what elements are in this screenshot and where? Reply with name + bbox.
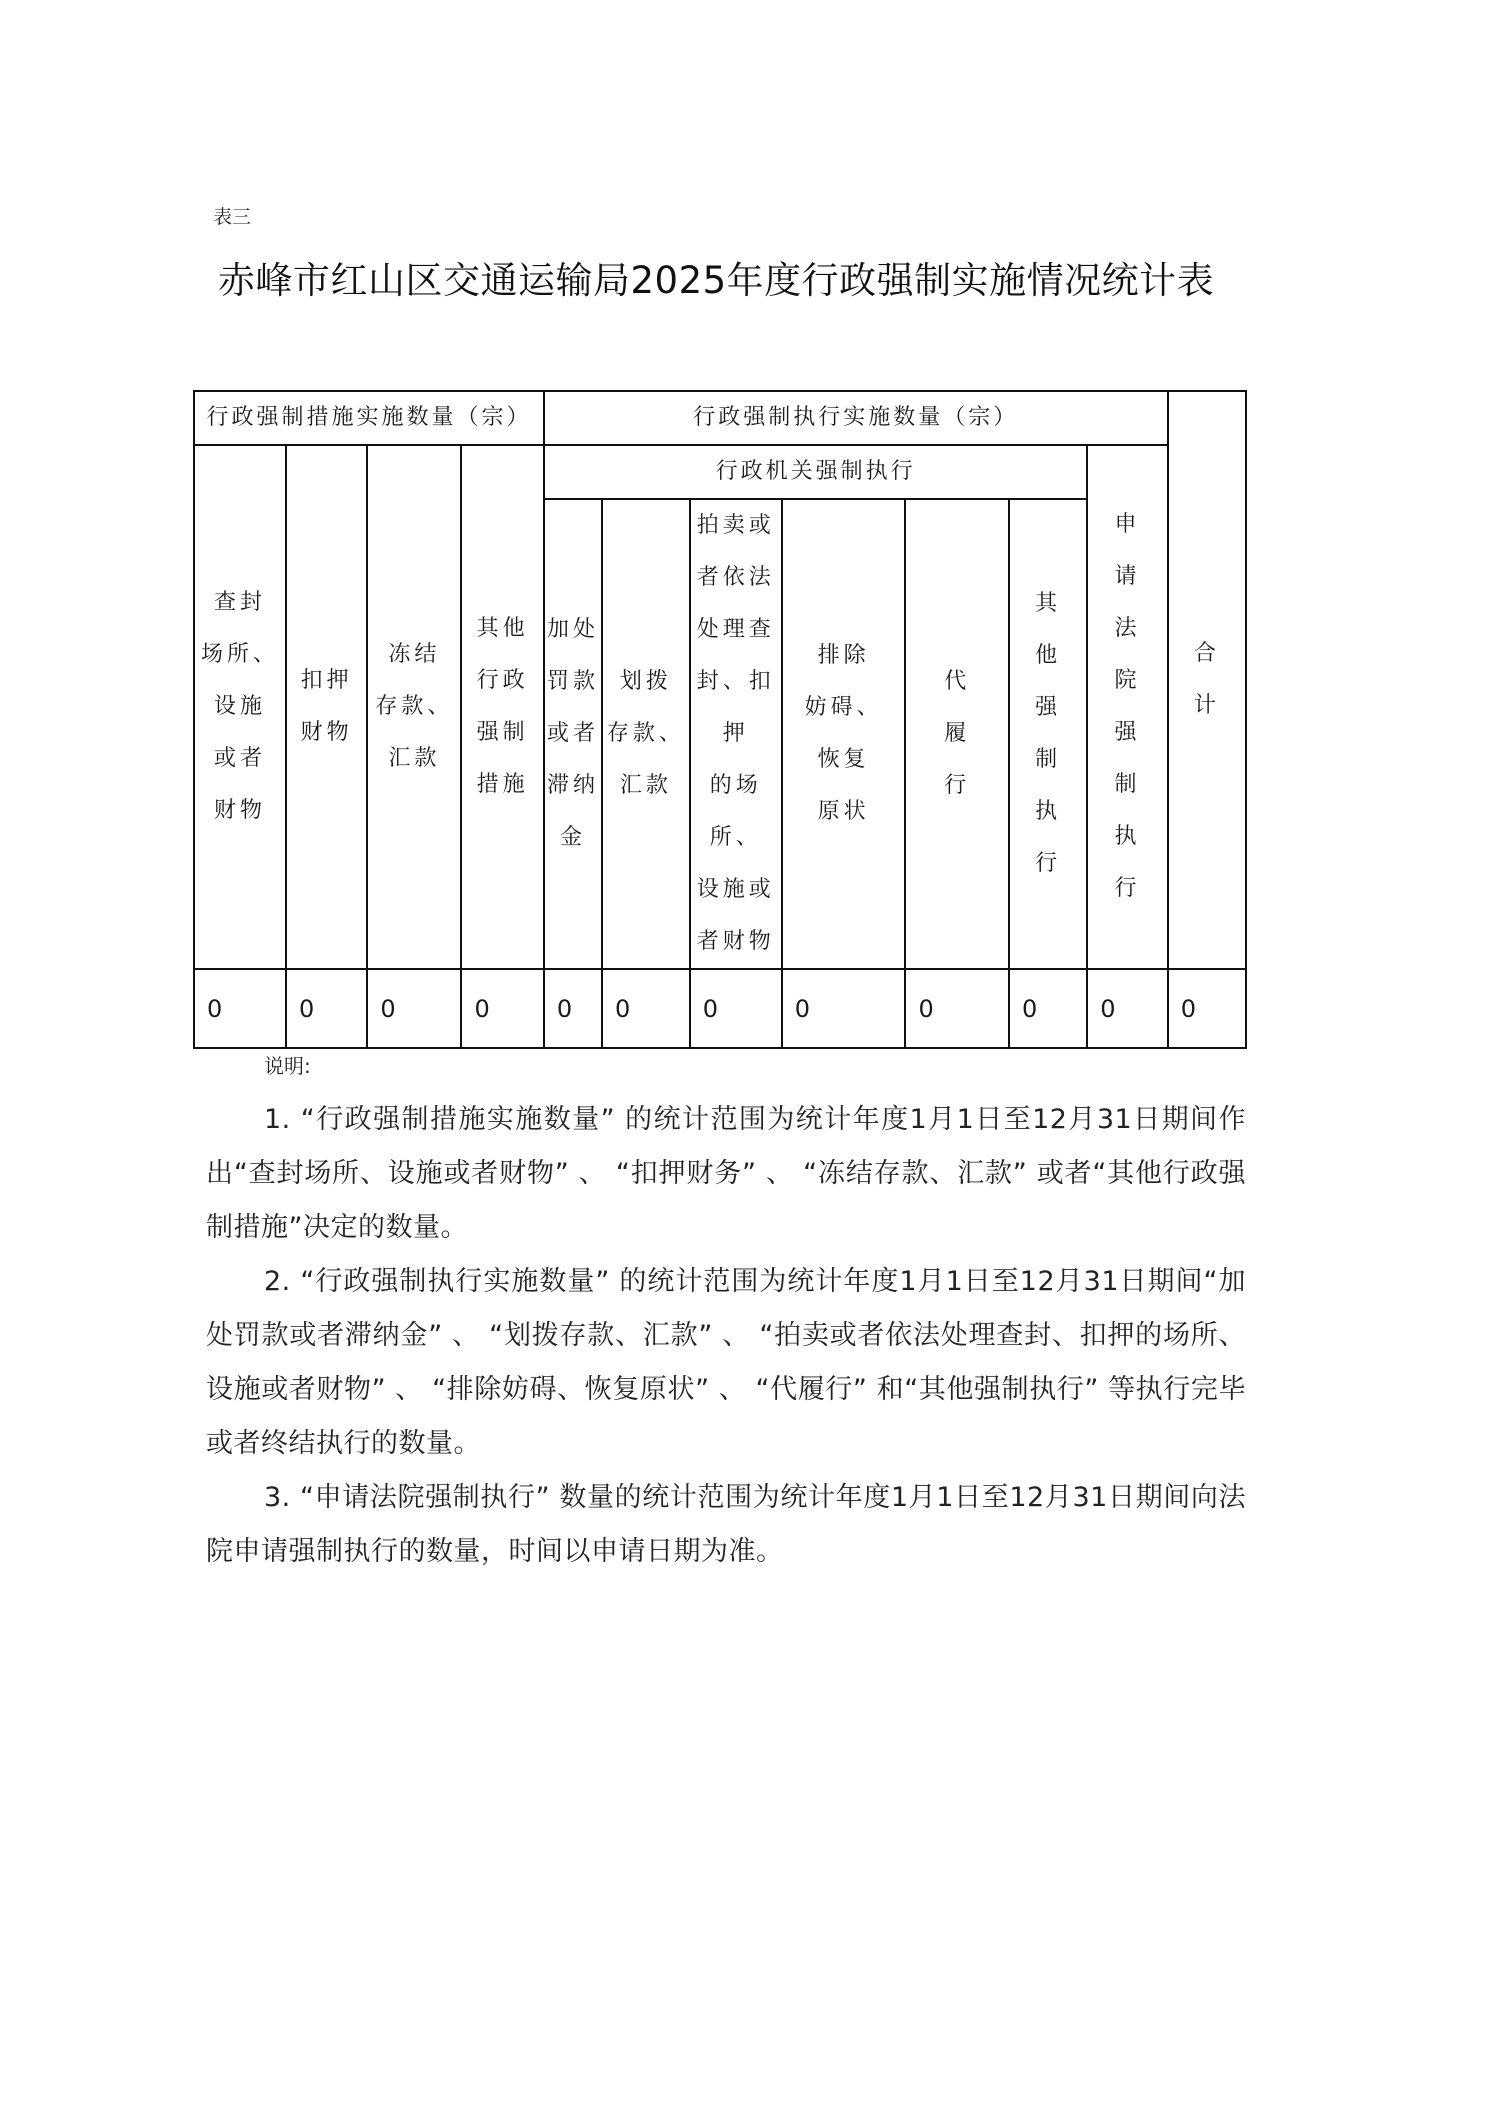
value-cell: 0 (1009, 969, 1087, 1048)
header-line: 恢复 (817, 747, 870, 772)
header-line: 金 (559, 825, 586, 850)
header-cell-seize (286, 445, 367, 969)
header-cell-freeze (367, 445, 461, 969)
header-line: 院 (1114, 668, 1141, 693)
notes-heading: 说明: (264, 1054, 311, 1078)
header-text-transfer (607, 656, 685, 812)
header-text-seal (201, 577, 279, 837)
header-line: 存款、 (375, 694, 454, 719)
header-line: 履 (944, 721, 971, 746)
header-line: 处理查 (696, 617, 775, 642)
header-line: 汇款 (388, 746, 441, 771)
header-line: 者依法 (696, 565, 775, 590)
table-row (194, 969, 1246, 1048)
header-line: 或者 (213, 746, 266, 771)
header-text-court (1114, 499, 1140, 915)
statistics-table (193, 390, 1247, 1049)
header-line: 制 (1114, 772, 1141, 797)
header-cell-total (1168, 391, 1246, 969)
header-cell-auction (690, 499, 782, 969)
header-line: 封、扣押 (696, 669, 775, 746)
note-item: 3. “申请法院强制执行” 数量的统计范围为统计年度1月1日至12月31日期间向法院申请强制执行的数量，时间以申请日期为准。 (206, 1482, 1246, 1567)
header-cell-other-execution (1009, 499, 1087, 969)
header-cell-seal (194, 445, 286, 969)
header-text-other-measures (477, 603, 529, 811)
header-line: 行 (1114, 876, 1141, 901)
value-cell: 0 (194, 969, 286, 1048)
value-cell: 0 (544, 969, 602, 1048)
header-line: 强制 (476, 720, 529, 745)
value-cell: 0 (286, 969, 367, 1048)
page-title: 赤峰市红山区交通运输局2025年度行政强制实施情况统计表 (218, 259, 1215, 302)
header-line: 措施 (476, 772, 529, 797)
header-text-seize (301, 655, 353, 759)
header-line: 强 (1035, 695, 1062, 720)
value-cell: 0 (1087, 969, 1167, 1048)
header-cell-late-fee (544, 499, 602, 969)
header-text-freeze (375, 629, 453, 785)
group-header-execution: 行政强制执行实施数量（宗） (544, 391, 1168, 445)
table-number-label: 表三 (213, 206, 252, 228)
header-line: 加处 (546, 617, 599, 642)
header-line: 行政 (476, 668, 529, 693)
header-cell-remove-obstruction (782, 499, 906, 969)
header-text-total (1194, 628, 1220, 732)
header-text-late-fee (547, 604, 599, 864)
header-line: 行 (1035, 851, 1062, 876)
header-text-other-execution (1035, 578, 1061, 890)
header-line: 设施 (213, 694, 266, 719)
value-cell: 0 (905, 969, 1009, 1048)
header-line: 法 (1114, 616, 1141, 641)
header-line: 请 (1114, 564, 1141, 589)
notes-section (206, 1050, 1246, 1579)
header-line: 制 (1035, 747, 1062, 772)
header-line: 扣押 (300, 668, 353, 693)
header-cell-substitute (905, 499, 1009, 969)
header-line: 财物 (213, 798, 266, 823)
header-line: 他 (1035, 643, 1062, 668)
header-line: 执 (1114, 824, 1141, 849)
header-text-substitute (944, 656, 970, 812)
value-cell: 0 (782, 969, 906, 1048)
value-cell: 0 (690, 969, 782, 1048)
header-line: 排除 (817, 643, 870, 668)
value-cell: 0 (602, 969, 690, 1048)
header-text-remove-obstruction (805, 630, 883, 838)
header-line: 查封 (213, 590, 266, 615)
header-line: 冻结 (388, 642, 441, 667)
header-line: 拍卖或 (696, 513, 775, 538)
note-item: 2. “行政强制执行实施数量” 的统计范围为统计年度1月1日至12月31日期间“加处罚款或者滞纳金” 、 “划拨存款、汇款” 、 “拍卖或者依法处理查封、扣押的场所、设施或者财物” 、 “排除妨碍、恢复原状” 、 “代履行” 和“其他强制执行” 等执行完毕或者终结执行的数量。 (206, 1266, 1246, 1459)
header-line: 汇款 (619, 773, 672, 798)
header-cell-other-measures (461, 445, 543, 969)
header-line: 其 (1035, 591, 1062, 616)
subgroup-header-admin: 行政机关强制执行 (544, 445, 1087, 499)
header-line: 其他 (476, 616, 529, 641)
header-line: 行 (944, 773, 971, 798)
header-cell-court (1087, 445, 1167, 969)
header-line: 场所、 (200, 642, 279, 667)
header-line: 原状 (817, 799, 870, 824)
header-line: 存款、 (606, 721, 685, 746)
note-item: 1. “行政强制措施实施数量” 的统计范围为统计年度1月1日至12月31日期间作出“查封场所、设施或者财物” 、 “扣押财务” 、 “冻结存款、汇款” 或者“其他行政强制措施”决定的数量。 (206, 1104, 1246, 1243)
value-cell: 0 (1168, 969, 1246, 1048)
group-header-measures: 行政强制措施实施数量（宗） (194, 391, 544, 445)
header-line: 执 (1035, 799, 1062, 824)
header-text-auction (691, 500, 781, 968)
value-cell: 0 (461, 969, 543, 1048)
header-line: 设施或 (696, 877, 775, 902)
header-line: 申 (1114, 512, 1141, 537)
header-line: 计 (1193, 693, 1220, 718)
header-line: 或者 (546, 721, 599, 746)
header-line: 滞纳 (546, 773, 599, 798)
header-line: 强 (1114, 720, 1141, 745)
header-line: 合 (1193, 641, 1220, 666)
header-line: 者财物 (696, 929, 775, 954)
header-line: 划拨 (619, 669, 672, 694)
value-cell: 0 (367, 969, 461, 1048)
header-line: 的场所、 (709, 773, 762, 850)
header-line: 妨碍、 (804, 695, 883, 720)
header-line: 罚款 (546, 669, 599, 694)
header-cell-transfer (602, 499, 690, 969)
header-line: 代 (944, 669, 971, 694)
header-line: 财物 (300, 720, 353, 745)
